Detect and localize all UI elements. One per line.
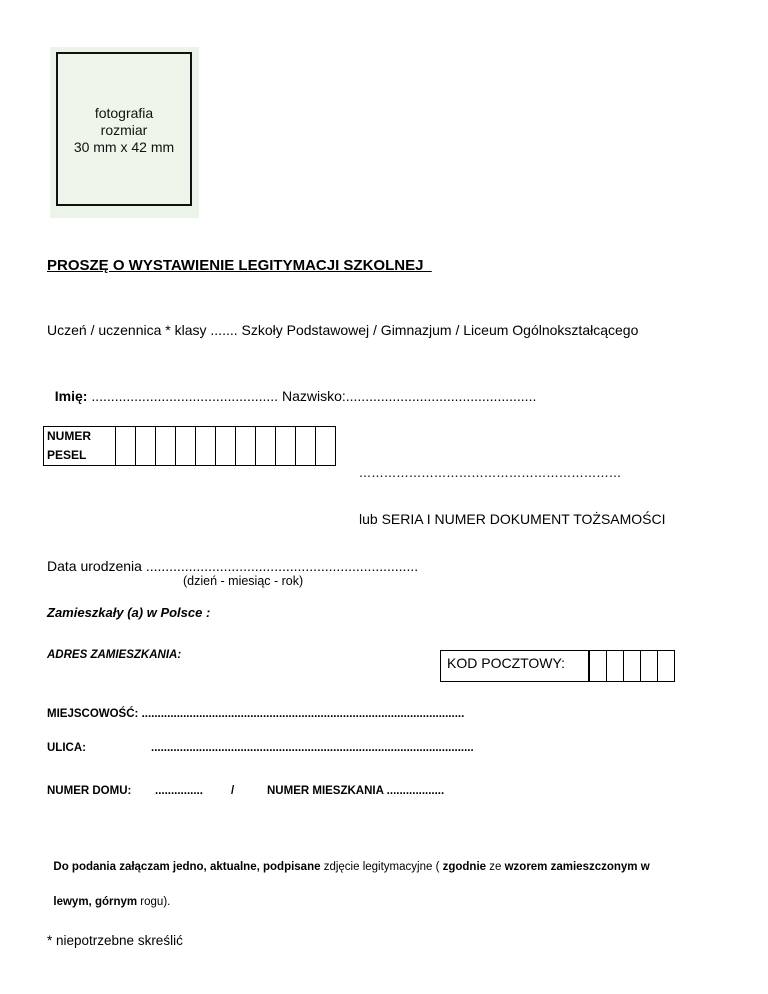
pesel-label [44, 427, 116, 466]
postal-code-label-box: KOD POCZTOWY: [440, 650, 589, 682]
photo-line-1: fotografia [94, 105, 154, 121]
postal-code-cell[interactable] [607, 651, 624, 682]
pesel-table [43, 426, 336, 466]
city-field[interactable]: : ..................................................................................................... [134, 708, 465, 720]
apartment-number-field[interactable]: NUMER MIESZKANIA .................. [267, 785, 445, 797]
pesel-digit-cell[interactable] [276, 427, 296, 466]
pesel-digit-cell[interactable] [116, 427, 136, 466]
pesel-digit-cell[interactable] [216, 427, 236, 466]
city-line [47, 704, 464, 722]
id-document-field[interactable]: ……………………………………………………… [359, 466, 622, 480]
last-name-label: Nazwisko: [281, 388, 346, 404]
pesel-label-line-2: PESEL [47, 448, 87, 462]
attachment-text-line2: rogu). [137, 896, 171, 908]
postal-code-cell[interactable] [590, 651, 607, 682]
postal-code-table [589, 650, 675, 682]
photo-line-2: rozmiar [100, 122, 148, 138]
attachment-bold-1: Do podania załączam jedno, aktualne, podpisane [53, 861, 321, 873]
pesel-digit-cell[interactable] [296, 427, 316, 466]
attachment-bold-5: wzorem zamieszczonym w [504, 861, 650, 873]
pesel-label-line-1: NUMER [47, 429, 91, 443]
first-name-label: Imię: [54, 388, 88, 404]
postal-code-cell[interactable] [624, 651, 641, 682]
attachment-note-line-2 [47, 884, 170, 908]
pesel-digit-cell[interactable] [196, 427, 216, 466]
first-name-field[interactable]: ................................................ [87, 388, 282, 404]
photo-line-3: 30 mm x 42 mm [73, 139, 175, 155]
pesel-digit-cell[interactable] [236, 427, 256, 466]
house-number-field[interactable]: ............... [155, 785, 203, 797]
footnote: * niepotrzebne skreślić [47, 933, 183, 948]
city-label: MIEJSCOWOŚĆ [47, 708, 135, 720]
pesel-digit-cell[interactable] [136, 427, 156, 466]
address-heading: ADRES ZAMIESZKANIA: [47, 649, 182, 661]
birth-date-line[interactable]: Data urodzenia ...................................................................... [47, 558, 419, 574]
birth-date-hint: (dzień - miesiąc - rok) [183, 574, 304, 588]
form-title: PROSZĘ O WYSTAWIENIE LEGITYMACJI SZKOLNEJ [47, 257, 432, 274]
attachment-bold-line2: lewym, górnym [53, 896, 138, 908]
postal-code-cell[interactable] [658, 651, 675, 682]
pesel-digit-cell[interactable] [256, 427, 276, 466]
photo-placeholder-text [56, 105, 192, 156]
house-number-label: NUMER DOMU: [47, 785, 132, 797]
attachment-text-2: zdjęcie legitymacyjne ( [320, 861, 443, 873]
student-class-line: Uczeń / uczennica * klasy ....... Szkoły Podstawowej / Gimnazjum / Liceum Ogólnokształcącego [47, 322, 639, 338]
attachment-note-line-1 [47, 849, 650, 873]
street-label: ULICA: [47, 742, 86, 754]
pesel-digit-cell[interactable] [316, 427, 336, 466]
attachment-bold-3: zgodnie [442, 861, 487, 873]
postal-code-cell[interactable] [641, 651, 658, 682]
last-name-field[interactable]: ................................................. [345, 388, 537, 404]
name-line [47, 372, 536, 404]
id-document-label: lub SERIA I NUMER DOKUMENT TOŻSAMOŚCI [359, 511, 666, 527]
residence-heading: Zamieszkały (a) w Polsce : [47, 605, 211, 620]
house-apartment-separator: / [231, 785, 235, 797]
street-field[interactable]: ..................................................................................................... [151, 742, 474, 754]
attachment-text-4: ze [486, 861, 505, 873]
pesel-digit-cell[interactable] [176, 427, 196, 466]
pesel-digit-cell[interactable] [156, 427, 176, 466]
